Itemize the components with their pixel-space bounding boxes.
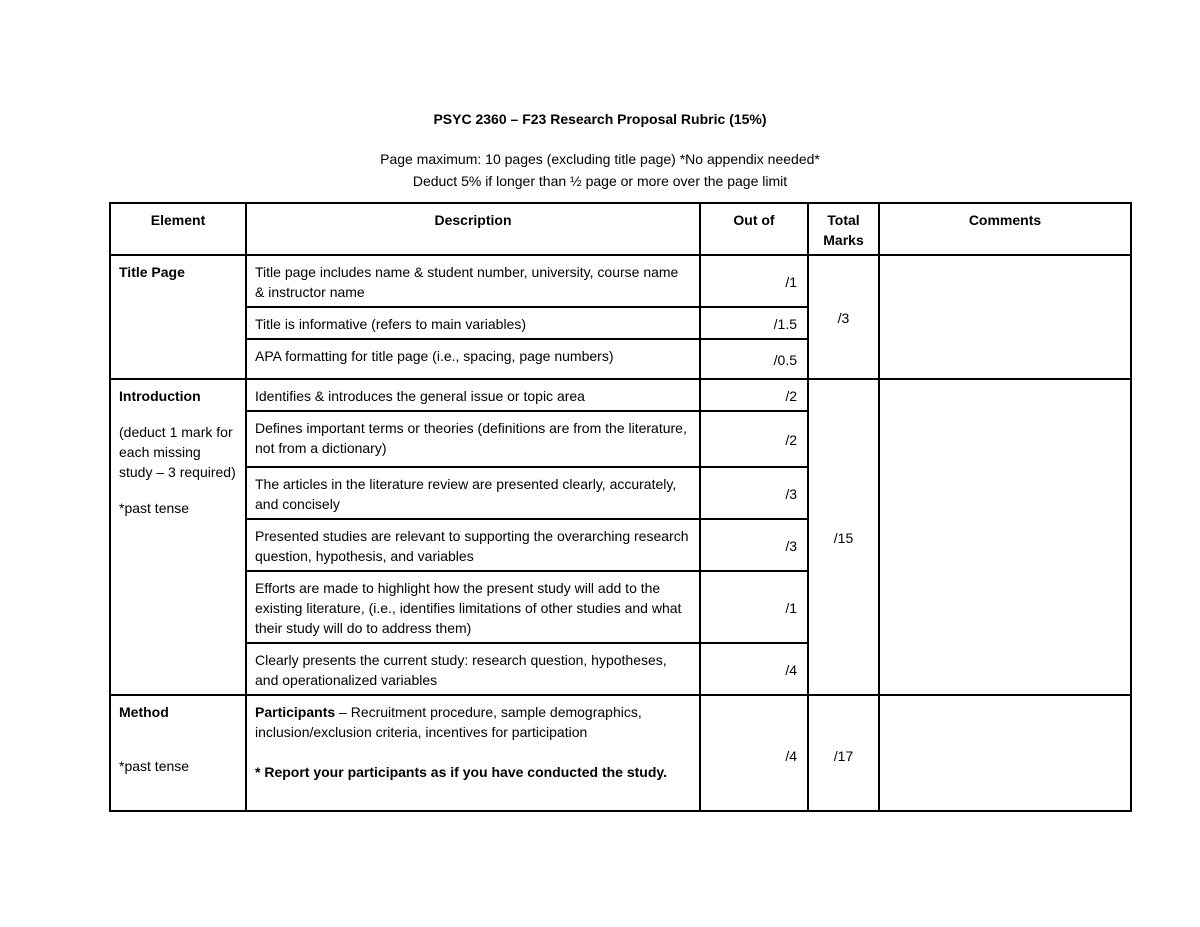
page-limit-note: Page maximum: 10 pages (excluding title page) *No appendix needed* [380,151,820,167]
header-row [110,203,1131,255]
total-marks-cell: /15 [808,379,879,695]
column-header-out-of: Out of [700,203,808,255]
description-cell: Defines important terms or theories (definitions are from the literature, not from a dictionary) [246,411,700,467]
table-row [110,255,1131,307]
out-of-cell: /1 [700,571,808,643]
participants-label: Participants [255,704,336,720]
column-header-description: Description [246,203,700,255]
description-cell [246,695,700,811]
out-of-cell: /2 [700,411,808,467]
out-of-cell: /1 [700,255,808,307]
out-of-cell: /3 [700,519,808,571]
description-cell: Clearly presents the current study: research question, hypotheses, and operationalized variables [246,643,700,695]
out-of-cell: /3 [700,467,808,519]
element-cell-introduction [110,379,246,695]
element-note: *past tense [119,500,190,516]
out-of-cell: /4 [700,695,808,811]
element-name: Method [119,704,169,720]
description-cell: Presented studies are relevant to supporting the overarching research question, hypothesis, and variables [246,519,700,571]
description-cell: Efforts are made to highlight how the present study will add to the existing literature, (i.e., identifies limitations of other studies and what their study will do to address them) [246,571,700,643]
column-header-comments: Comments [879,203,1131,255]
deduction-note: Deduct 5% if longer than ½ page or more over the page limit [412,173,788,189]
rubric-table [109,202,1132,812]
page-title: PSYC 2360 – F23 Research Proposal Rubric (15%) [433,111,767,127]
element-cell-method [110,695,246,811]
total-marks-cell: /3 [808,255,879,379]
comments-cell [879,379,1131,695]
out-of-cell: /0.5 [700,339,808,379]
element-name: Title Page [119,264,185,280]
participants-note: * Report your participants as if you have conducted the study. [255,764,668,780]
column-header-element: Element [110,203,246,255]
description-cell: The articles in the literature review are presented clearly, accurately, and concisely [246,467,700,519]
description-cell: Title is informative (refers to main variables) [246,307,700,339]
out-of-cell: /4 [700,643,808,695]
table-row [110,695,1131,811]
element-note: (deduct 1 mark for each missing study – 3 required) [119,424,236,480]
description-cell: Title page includes name & student number, university, course name & instructor name [246,255,700,307]
description-cell: APA formatting for title page (i.e., spacing, page numbers) [246,339,700,379]
element-name: Introduction [119,388,201,404]
participants-text: – Recruitment procedure, sample demographics, inclusion/exclusion criteria, incentives for participation [255,704,642,740]
comments-cell [879,695,1131,811]
comments-cell [879,255,1131,379]
description-cell: Identifies & introduces the general issue or topic area [246,379,700,411]
out-of-cell: /1.5 [700,307,808,339]
column-header-total-marks: Total Marks [808,203,879,255]
element-cell-title-page [110,255,246,379]
table-row [110,379,1131,411]
element-note: *past tense [119,758,190,774]
total-marks-cell: /17 [808,695,879,811]
out-of-cell: /2 [700,379,808,411]
